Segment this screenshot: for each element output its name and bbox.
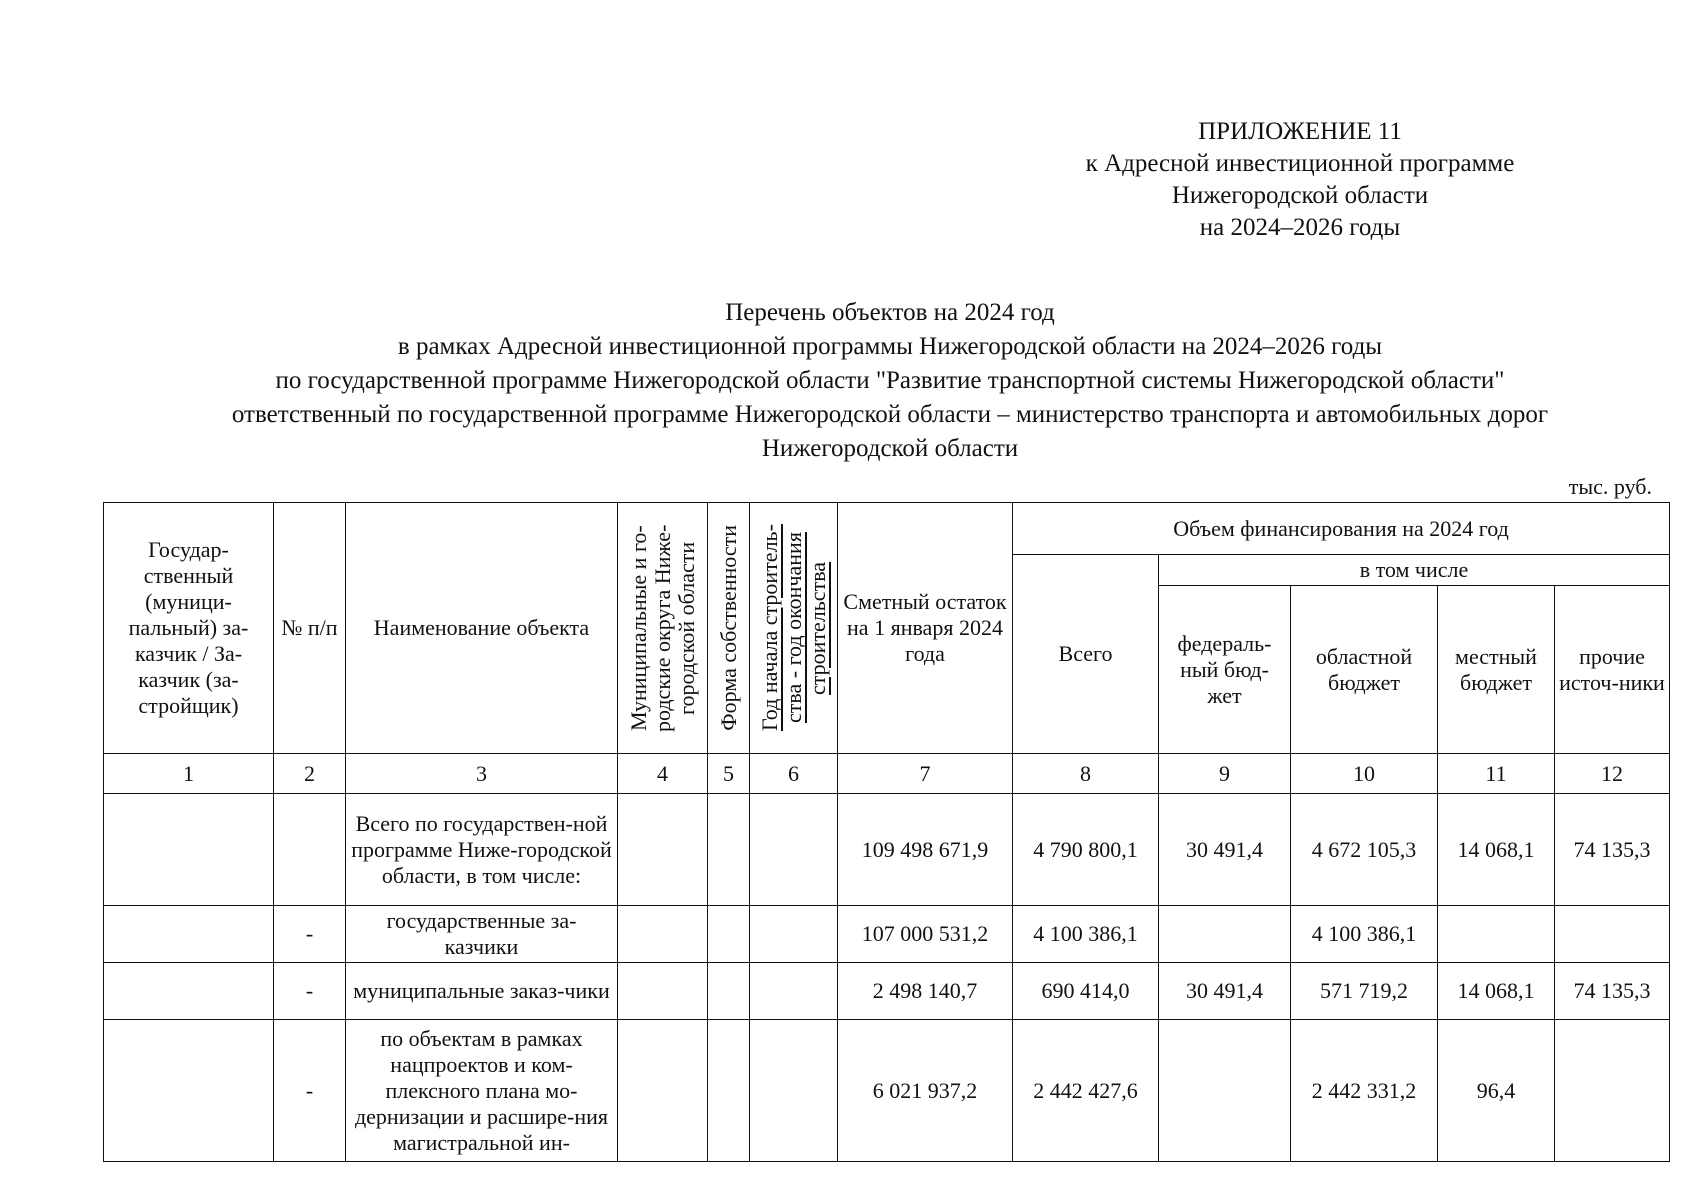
header-years-cell <box>750 503 838 754</box>
header-federal: федераль-ный бюд-жет <box>1159 586 1291 754</box>
cell-ownership <box>708 963 750 1020</box>
column-number: 4 <box>618 754 708 794</box>
header-number: № п/п <box>274 503 346 754</box>
header-ownership: Форма собственности <box>715 525 741 731</box>
title-line-4: ответственный по государственной программе Нижегородской области – министерство транспорта и автомобильных дорог <box>231 401 1549 428</box>
cell-federal: 30 491,4 <box>1159 963 1291 1020</box>
header-funding: Объем финансирования на 2024 год <box>1013 503 1670 555</box>
cell-object-name: муниципальные заказ-чики <box>346 963 618 1020</box>
header-municipalities-cell <box>618 503 708 754</box>
header-customer: Государ-ственный (муници-пальный) за-казчик / За-казчик (за-стройщик) <box>104 503 274 754</box>
cell-number <box>274 794 346 906</box>
cell-local: 14 068,1 <box>1438 963 1555 1020</box>
header-total: Всего <box>1013 555 1159 754</box>
title-line-2: в рамках Адресной инвестиционной программы Нижегородской области на 2024–2026 годы <box>397 333 1383 360</box>
column-number: 9 <box>1159 754 1291 794</box>
title-line-3: по государственной программе Нижегородской области "Развитие транспортной системы Нижегородской области" <box>275 367 1505 394</box>
column-number: 6 <box>750 754 838 794</box>
cell-balance: 2 498 140,7 <box>838 963 1013 1020</box>
cell-regional: 4 672 105,3 <box>1291 794 1438 906</box>
cell-years <box>750 1020 838 1162</box>
appendix-period-line: на 2024–2026 годы <box>1199 214 1401 241</box>
cell-balance: 6 021 937,2 <box>838 1020 1013 1162</box>
cell-local: 14 068,1 <box>1438 794 1555 906</box>
cell-customer <box>104 963 274 1020</box>
cell-regional: 2 442 331,2 <box>1291 1020 1438 1162</box>
column-number: 8 <box>1013 754 1159 794</box>
header-balance: Сметный остаток на 1 января 2024 года <box>838 503 1013 754</box>
cell-years <box>750 794 838 906</box>
cell-other: 74 135,3 <box>1555 794 1670 906</box>
column-number: 12 <box>1555 754 1670 794</box>
cell-federal: 30 491,4 <box>1159 794 1291 906</box>
table-row <box>104 794 1670 906</box>
header-including: в том числе <box>1159 555 1670 586</box>
appendix-ref-line: к Адресной инвестиционной программе <box>1085 150 1515 177</box>
cell-years <box>750 963 838 1020</box>
cell-municipalities <box>618 794 708 906</box>
column-number: 5 <box>708 754 750 794</box>
column-number: 1 <box>104 754 274 794</box>
cell-object-name: по объектам в рамках нацпроектов и ком-плексного плана мо-дернизации и расшире-ния магистральной ин- <box>346 1020 618 1162</box>
cell-federal <box>1159 906 1291 963</box>
cell-number: - <box>274 1020 346 1162</box>
cell-regional: 4 100 386,1 <box>1291 906 1438 963</box>
cell-object-name: государственные за-казчики <box>346 906 618 963</box>
cell-regional: 571 719,2 <box>1291 963 1438 1020</box>
cell-other <box>1555 1020 1670 1162</box>
column-number: 2 <box>274 754 346 794</box>
column-number: 10 <box>1291 754 1438 794</box>
cell-customer <box>104 906 274 963</box>
cell-total: 690 414,0 <box>1013 963 1159 1020</box>
header-ownership-cell <box>708 503 750 754</box>
cell-other <box>1555 906 1670 963</box>
header-local: местный бюджет <box>1438 586 1555 754</box>
column-number: 11 <box>1438 754 1555 794</box>
cell-customer <box>104 794 274 906</box>
column-number: 7 <box>838 754 1013 794</box>
header-municipalities: Муниципальные и го-родские округа Ниже-городской области <box>625 524 699 732</box>
objects-table <box>103 502 1670 1162</box>
document-title <box>100 296 1680 466</box>
units-label: тыс. руб. <box>1568 474 1652 499</box>
cell-federal <box>1159 1020 1291 1162</box>
cell-years <box>750 906 838 963</box>
column-number: 3 <box>346 754 618 794</box>
table-row <box>104 1020 1670 1162</box>
cell-balance: 107 000 531,2 <box>838 906 1013 963</box>
cell-local <box>1438 906 1555 963</box>
cell-balance: 109 498 671,9 <box>838 794 1013 906</box>
cell-ownership <box>708 1020 750 1162</box>
cell-local: 96,4 <box>1438 1020 1555 1162</box>
appendix-block <box>1040 116 1560 244</box>
cell-total: 2 442 427,6 <box>1013 1020 1159 1162</box>
cell-total: 4 100 386,1 <box>1013 906 1159 963</box>
header-regional: областной бюджет <box>1291 586 1438 754</box>
appendix-region-line: Нижегородской области <box>1171 182 1429 209</box>
cell-municipalities <box>618 1020 708 1162</box>
appendix-number: ПРИЛОЖЕНИЕ 11 <box>1198 118 1402 145</box>
table-row <box>104 906 1670 963</box>
cell-number: - <box>274 906 346 963</box>
cell-customer <box>104 1020 274 1162</box>
cell-ownership <box>708 794 750 906</box>
header-years: Год начала строитель-ства - год окончания строительства <box>756 524 830 732</box>
header-object-name: Наименование объекта <box>346 503 618 754</box>
cell-number: - <box>274 963 346 1020</box>
cell-municipalities <box>618 963 708 1020</box>
column-numbers-row <box>104 754 1670 794</box>
title-line-1: Перечень объектов на 2024 год <box>725 299 1055 326</box>
cell-total: 4 790 800,1 <box>1013 794 1159 906</box>
title-line-5: Нижегородской области <box>761 435 1019 462</box>
header-other: прочие источ-ники <box>1555 586 1670 754</box>
cell-municipalities <box>618 906 708 963</box>
table-row <box>104 963 1670 1020</box>
cell-object-name: Всего по государствен-ной программе Ниже-городской области, в том числе: <box>346 794 618 906</box>
cell-other: 74 135,3 <box>1555 963 1670 1020</box>
cell-ownership <box>708 906 750 963</box>
